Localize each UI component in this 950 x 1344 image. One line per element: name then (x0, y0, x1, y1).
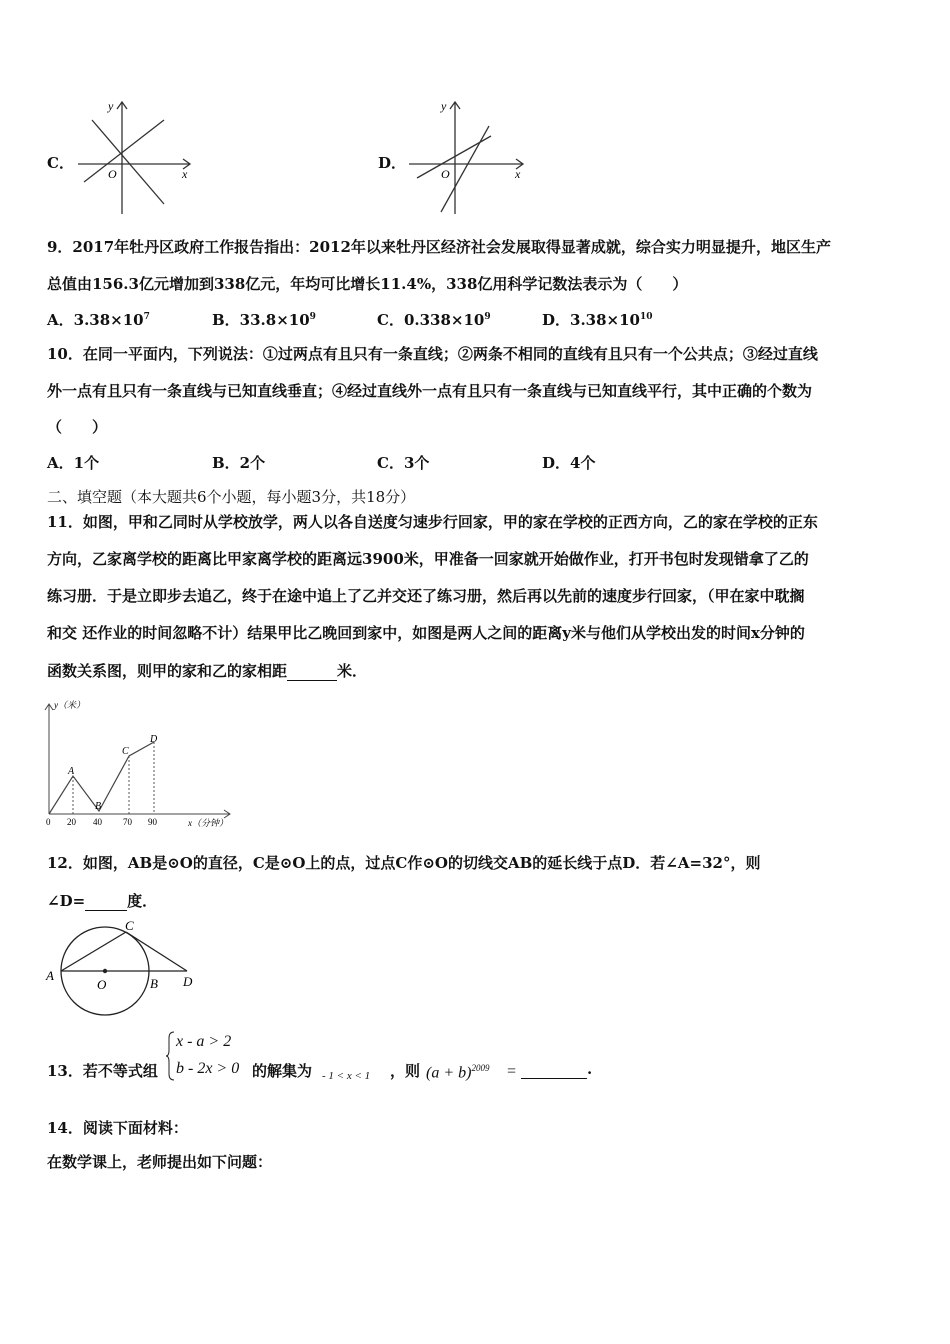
point-label: B (95, 801, 102, 812)
section-title: 二、填空题（本大题共6个小题，每小题3分，共18分） (47, 488, 416, 506)
q10-option-d: D．4个 (542, 454, 596, 472)
y-axis-label: y (108, 99, 114, 113)
q13-prefix: 13．若不等式组 (47, 1062, 158, 1080)
tick-label: 70 (123, 817, 132, 827)
equals-sign: = (507, 1063, 517, 1080)
option-c-graph (72, 98, 196, 218)
tick-label: 20 (67, 817, 76, 827)
y-axis-label: y（米） (54, 700, 85, 710)
distance-time-graph (40, 698, 245, 833)
option-d-label: D． (378, 154, 407, 172)
q9-option-a: A．$3.38\times 10^7$ (47, 311, 150, 329)
tick-label: 90 (148, 817, 157, 827)
q10-option-c: C．3个 (377, 454, 430, 472)
point-label: D (150, 734, 158, 745)
q9-option-b: B．$33.8\times 10^9$ (212, 311, 316, 329)
q11-line3: 练习册．于是立即步去追乙，终于在途中追上了乙并交还了练习册，然后再以先前的速度步行回家，（甲在家中耽搁 (47, 587, 805, 605)
q9-line1: 9．2017年牡丹区政府工作报告指出：2012年以来牡丹区经济社会发展取得显著成就，综合实力明显提升，地区生产 (47, 238, 831, 256)
option-c-label: C． (47, 154, 74, 172)
circle-tangent-figure (42, 915, 202, 1045)
q11-line5: 函数关系图，则甲的家和乙的家相距 米． (47, 662, 368, 680)
q11-line1: 11．如图，甲和乙同时从学校放学，两人以各自送度匀速步行回家，甲的家在学校的正西方向，乙的家在学校的正东 (47, 513, 818, 531)
x-axis-label: x（分钟） (188, 818, 228, 828)
label-b: B (150, 976, 158, 991)
q12-line1: 12．如图，AB是⊙O的直径，C是⊙O上的点，过点C作⊙O的切线交AB的延长线于点D．若∠A=32°，则 (47, 854, 761, 872)
inequality-1: x - a > 2 (176, 1033, 232, 1050)
label-o: O (97, 977, 107, 992)
q9-option-d: D．$3.38\times 10^{10}$ (542, 311, 653, 329)
x-axis-label: x (182, 167, 188, 181)
solution-set: - 1 < x < 1 (322, 1070, 371, 1082)
inequality-brace (166, 1030, 176, 1082)
origin-label: O (108, 167, 117, 181)
expression: $(a + b)^{2009}$ (426, 1063, 490, 1082)
q13-mid: 的解集为 (252, 1062, 313, 1080)
answer-blank[interactable] (287, 662, 337, 681)
label-c: C (125, 918, 134, 933)
svg-text:y: y (441, 99, 447, 113)
option-d-graph (403, 98, 529, 218)
q10-line2: 外一点有且只有一条直线与已知直线垂直；④经过直线外一点有且只有一条直线与已知直线平行，其中正确的个数为 (47, 382, 813, 400)
q12-line2: ∠D= 度． (47, 892, 158, 910)
q13-then: ，则 (390, 1062, 421, 1080)
q10-option-b: B．2个 (212, 454, 266, 472)
q14-line2: 在数学课上，老师提出如下问题： (47, 1153, 273, 1171)
q9-option-c: C．$0.338\times 10^9$ (377, 311, 491, 329)
label-d: D (183, 974, 193, 989)
q11-line4: 和交 还作业的时间忽略不计）结果甲比乙晚回到家中，如图是两人之间的距离y米与他们从学校出发的时间x分钟的 (47, 624, 805, 642)
q10-option-a: A．1个 (47, 454, 100, 472)
tick-label: 0 (46, 817, 51, 827)
q11-line2: 方向，乙家离学校的距离比甲家离学校的距离远3900米，甲准备一回家就开始做作业，打开书包时发现错拿了乙的 (47, 550, 809, 568)
q10-line1: 10．在同一平面内，下列说法：①过两点有且只有一条直线；②两条不相同的直线有且只有一个公共点；③经过直线 (47, 345, 818, 363)
tick-label: 40 (93, 817, 102, 827)
q9-line2: 总值由156.3亿元增加到338亿元，年均可比增长11.4%，338亿用科学记数法表示为（ ） (47, 275, 688, 293)
q13-answer: . (521, 1060, 592, 1079)
answer-blank[interactable] (521, 1060, 587, 1079)
q14-line1: 14．阅读下面材料： (47, 1119, 188, 1137)
q10-line3: （ ） (47, 418, 108, 436)
point-label: A (68, 766, 75, 777)
answer-blank[interactable] (85, 892, 127, 911)
label-a: A (46, 968, 54, 983)
svg-text:O: O (441, 167, 450, 181)
svg-text:x: x (515, 167, 521, 181)
inequality-2: b - 2x > 0 (176, 1060, 240, 1077)
point-label: C (122, 746, 129, 757)
